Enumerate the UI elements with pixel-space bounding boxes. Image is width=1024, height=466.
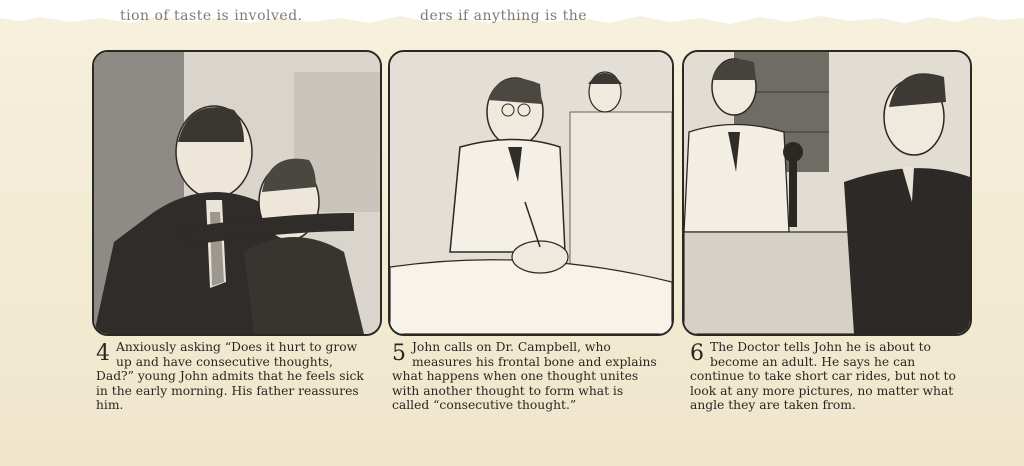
caption-4 [96, 340, 366, 413]
panel-6-illustration [684, 52, 970, 334]
panel-6 [682, 50, 972, 336]
panel-5 [388, 50, 674, 336]
panel-5-illustration [390, 52, 672, 334]
caption-text: Anxiously asking “Does it hurt to grow up and have consecutive thoughts, Dad?” young John admits that he feels sick in the early morning. His father reassures him. [96, 340, 364, 413]
top-text-fragment-left: tion of taste is involved. [120, 8, 303, 24]
caption-6 [690, 340, 960, 413]
caption-number: 6 [690, 341, 704, 366]
caption-number: 5 [392, 341, 406, 366]
caption-number: 4 [96, 341, 110, 366]
top-text-fragment-middle: ders if anything is the [420, 8, 588, 24]
panel-4-illustration [94, 52, 380, 334]
caption-5 [392, 340, 662, 413]
panel-4 [92, 50, 382, 336]
caption-text: John calls on Dr. Campbell, who measures his frontal bone and explains what happens when one thought unites with another thought to form what is called “consecutive thought.” [392, 340, 657, 413]
caption-text: The Doctor tells John he is about to become an adult. He says he can continue to take short car rides, but not to look at any more pictures, no matter what angle they are taken from. [690, 340, 956, 413]
